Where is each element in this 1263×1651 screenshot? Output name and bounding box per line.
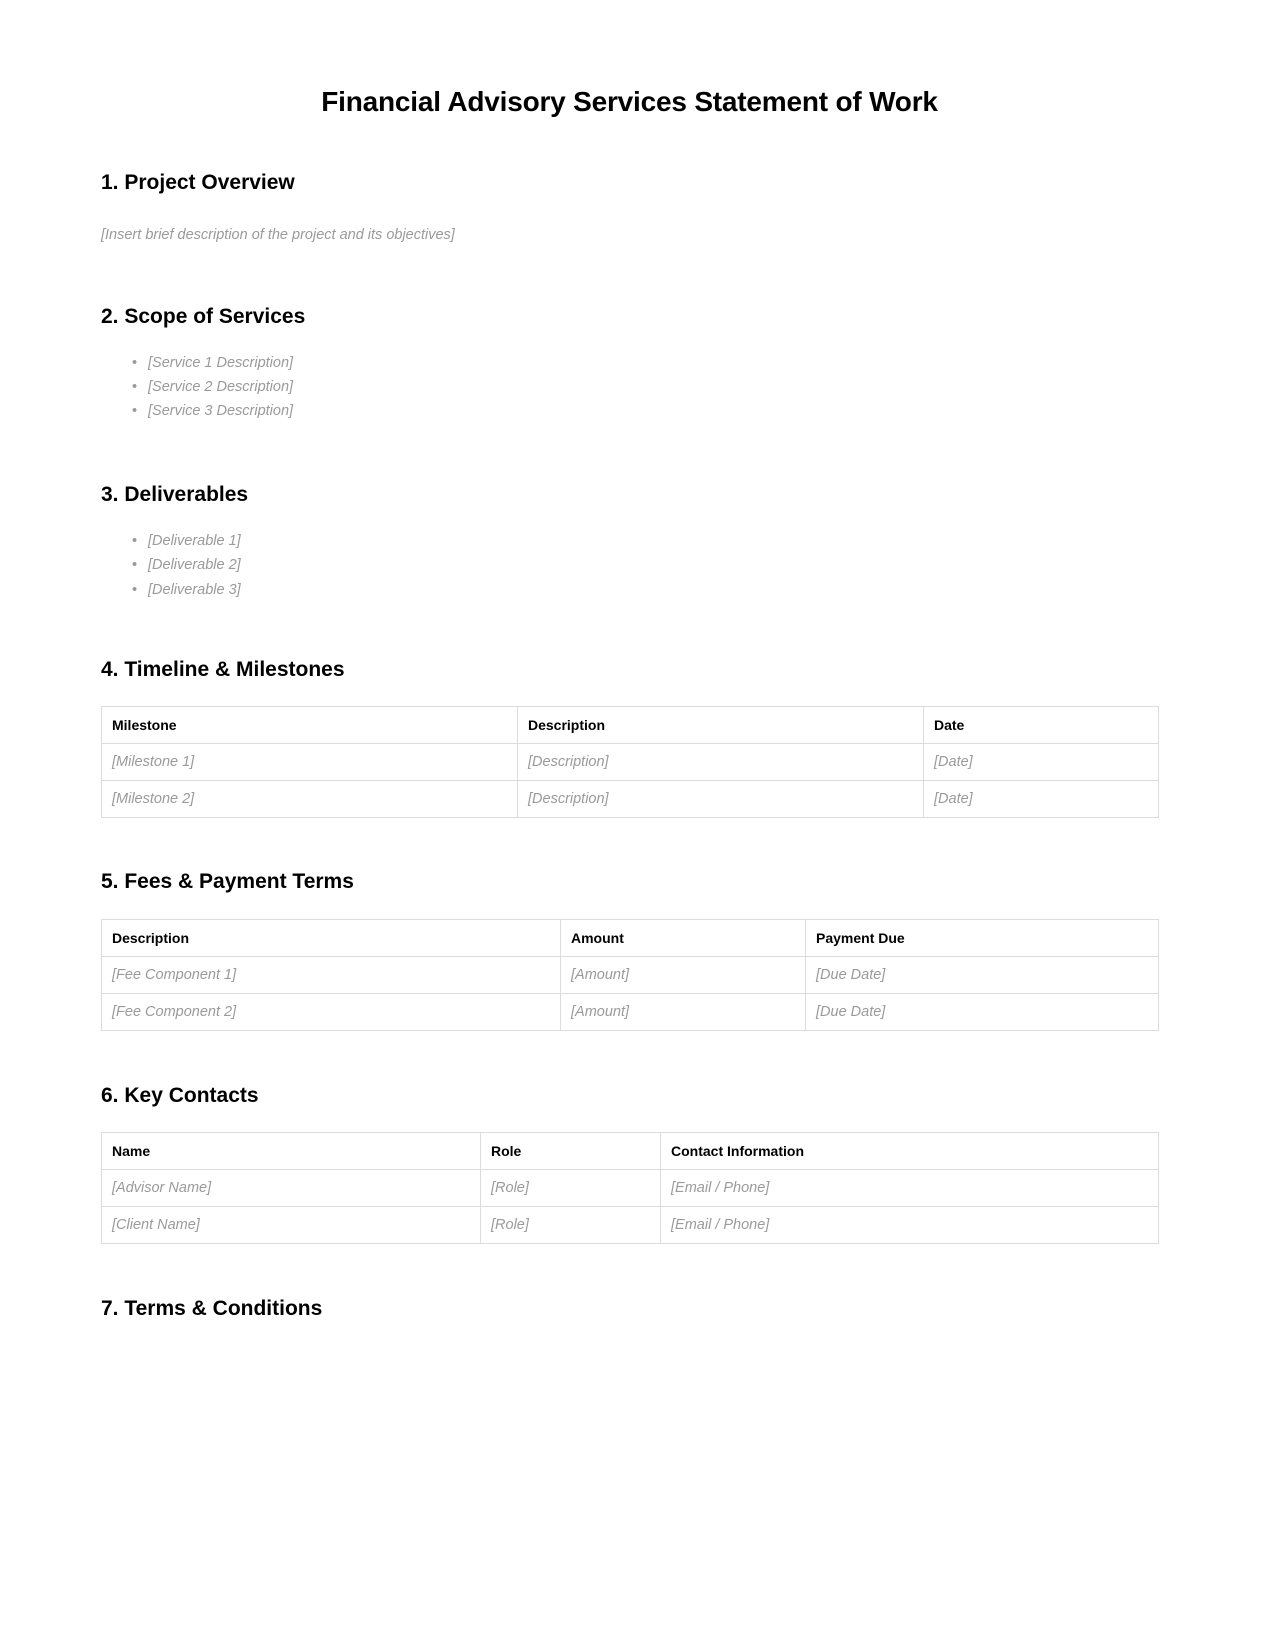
bullet-icon: • [132, 581, 138, 598]
section-heading-project-overview: 1. Project Overview [101, 171, 295, 194]
cell-payment-due[interactable]: [Due Date] [806, 956, 1159, 993]
project-overview-placeholder[interactable]: [Insert brief description of the project and its objectives] [101, 227, 455, 244]
timeline-milestones-table [101, 706, 1159, 818]
bullet-icon: • [132, 533, 138, 550]
bullet-icon: • [132, 379, 138, 396]
section-terms-conditions [101, 1295, 1158, 1322]
column-header-milestone: Milestone [102, 707, 518, 744]
scope-of-services-list [101, 330, 1158, 424]
cell-contact-information[interactable]: [Email / Phone] [661, 1169, 1159, 1206]
section-project-overview [101, 169, 1158, 246]
table-row [102, 956, 1159, 993]
list-item[interactable] [101, 578, 1158, 602]
bullet-icon: • [132, 354, 138, 371]
deliverables-list [101, 508, 1158, 602]
key-contacts-table [101, 1132, 1159, 1244]
table-row [102, 781, 1159, 818]
column-header-description: Description [102, 919, 561, 956]
section-heading-scope-of-services: 2. Scope of Services [101, 304, 306, 328]
cell-amount[interactable]: [Amount] [561, 993, 806, 1030]
cell-description[interactable]: [Fee Component 2] [102, 993, 561, 1030]
column-header-role: Role [481, 1132, 661, 1169]
list-item[interactable] [101, 553, 1158, 577]
table-row [102, 1169, 1159, 1206]
section-heading-key-contacts: 6. Key Contacts [101, 1083, 259, 1107]
cell-amount[interactable]: [Amount] [561, 956, 806, 993]
column-header-amount: Amount [561, 919, 806, 956]
list-item-label: [Service 2 Description] [148, 379, 294, 396]
cell-description[interactable]: [Description] [518, 744, 924, 781]
table-row [102, 744, 1159, 781]
cell-date[interactable]: [Date] [924, 781, 1159, 818]
section-heading-terms-conditions: 7. Terms & Conditions [101, 1296, 323, 1320]
cell-role[interactable]: [Role] [481, 1169, 661, 1206]
list-item-label: [Service 1 Description] [148, 354, 294, 371]
list-item-label: [Deliverable 1] [148, 533, 241, 550]
section-fees-payment-terms [101, 868, 1158, 1030]
section-heading-timeline-milestones: 4. Timeline & Milestones [101, 657, 345, 681]
list-item[interactable] [101, 399, 1158, 423]
cell-milestone[interactable]: [Milestone 2] [102, 781, 518, 818]
cell-description[interactable]: [Description] [518, 781, 924, 818]
page-title: Financial Advisory Services Statement of Work [321, 86, 938, 117]
document-content [101, 0, 1158, 1322]
list-item[interactable] [101, 351, 1158, 375]
column-header-contact-information: Contact Information [661, 1132, 1159, 1169]
list-item-label: [Deliverable 2] [148, 557, 241, 574]
bullet-icon: • [132, 403, 138, 420]
column-header-payment-due: Payment Due [806, 919, 1159, 956]
section-timeline-milestones [101, 656, 1158, 818]
section-deliverables [101, 481, 1158, 602]
table-header-row [102, 1132, 1159, 1169]
column-header-description: Description [518, 707, 924, 744]
column-header-name: Name [102, 1132, 481, 1169]
cell-name[interactable]: [Advisor Name] [102, 1169, 481, 1206]
table-header-row [102, 707, 1159, 744]
list-item[interactable] [101, 529, 1158, 553]
table-row [102, 1206, 1159, 1243]
bullet-icon: • [132, 557, 138, 574]
list-item-label: [Service 3 Description] [148, 403, 294, 420]
cell-description[interactable]: [Fee Component 1] [102, 956, 561, 993]
list-item[interactable] [101, 375, 1158, 399]
cell-date[interactable]: [Date] [924, 744, 1159, 781]
table-header-row [102, 919, 1159, 956]
section-heading-fees-payment-terms: 5. Fees & Payment Terms [101, 870, 354, 894]
section-heading-deliverables: 3. Deliverables [101, 482, 249, 506]
section-scope-of-services [101, 303, 1158, 424]
cell-contact-information[interactable]: [Email / Phone] [661, 1206, 1159, 1243]
section-key-contacts [101, 1082, 1158, 1244]
column-header-date: Date [924, 707, 1159, 744]
list-item-label: [Deliverable 3] [148, 581, 241, 598]
cell-name[interactable]: [Client Name] [102, 1206, 481, 1243]
cell-milestone[interactable]: [Milestone 1] [102, 744, 518, 781]
fees-payment-terms-table [101, 919, 1159, 1031]
cell-role[interactable]: [Role] [481, 1206, 661, 1243]
cell-payment-due[interactable]: [Due Date] [806, 993, 1159, 1030]
table-row [102, 993, 1159, 1030]
